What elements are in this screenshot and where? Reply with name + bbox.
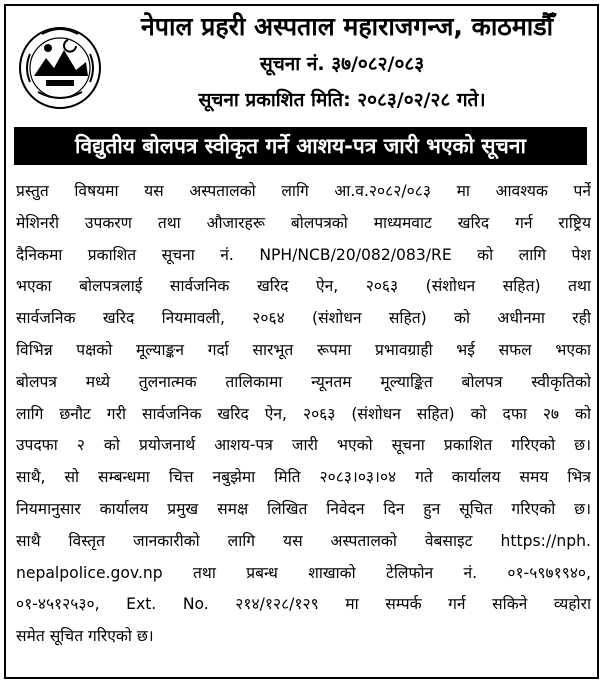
notice-frame	[4, 4, 599, 679]
notice-number: सूचना नं. ३७/०८२/०८३	[259, 53, 425, 75]
body-line: nepalpolice.gov.np तथा प्रबन्ध शाखाको टेलिफोन नं. ०१-५९७१९४०,	[16, 563, 591, 582]
notice-header	[6, 6, 597, 124]
published-date: सूचना प्रकाशित मिति: २०८३/०२/२८ गते।	[198, 89, 486, 111]
body-line: उपदफा २ को प्रयोजनार्थ आशय-पत्र जारी भएको सूचना प्रकाशित गरिएको छ।	[16, 436, 591, 455]
body-line: बोलपत्र मध्ये तुलनात्मक तालिकामा न्यूनतम मूल्याङ्कित बोलपत्र स्वीकृतिको	[16, 372, 591, 391]
body-line: ०१-४५१२५३०, Ext. No. २१४/१२८/१२९ मा सम्पर्क गर्न सकिने व्यहोरा	[16, 595, 591, 614]
body-line: साथै विस्तृत जानकारीको लागि यस अस्पतालको वेबसाइट https://nph.	[16, 531, 591, 550]
body-line: दैनिकमा प्रकाशित सूचना नं. NPH/NCB/20/082/083/RE को लागि पेश	[16, 245, 591, 264]
notice-heading-banner: विद्युतीय बोलपत्र स्वीकृत गर्ने आशय-पत्र जारी भएको सूचना	[14, 127, 587, 165]
hospital-title: नेपाल प्रहरी अस्पताल महाराजगन्ज, काठमाडौँ	[140, 12, 554, 41]
body-line: प्रस्तुत विषयमा यस अस्पतालको लागि आ.व.२०८२/०८३ मा आवश्यक पर्ने	[16, 182, 591, 200]
body-line: सार्वजनिक खरिद नियमावली, २०६४ (संशोधन सहित) को अधीनमा रही	[16, 309, 591, 328]
nepal-police-emblem-icon	[16, 18, 104, 118]
body-line: विभिन्न पक्षको मूल्याङ्कन गर्दा सारभूत रूपमा प्रभावग्राही भई सफल भएका	[16, 340, 591, 359]
body-line: भएका बोलपत्रलाई सार्वजनिक खरिद ऐन, २०६३ (संशोधन सहित) तथा	[16, 277, 591, 296]
body-line: मेशिनरी उपकरण तथा औजारहरू बोलपत्रको माध्यमवाट खरिद गर्न राष्ट्रिय	[16, 213, 591, 232]
body-line: साथै, सो सम्बन्धमा चित्त नबुझेमा मिति २०८३।०३।०४ गते कार्यालय समय भित्र	[16, 468, 591, 487]
notice-body	[16, 176, 591, 653]
body-line: लागि छनौट गरी सार्वजनिक खरिद ऐन, २०६३ (संशोधन सहित) को दफा २७ को	[16, 404, 591, 423]
body-line: नियमानुसार कार्यालय प्रमुख समक्ष लिखित निवेदन दिन हुन सूचित गरिएको छ।	[16, 499, 591, 518]
body-line: समेत सूचित गरिएको छ।	[16, 627, 154, 646]
